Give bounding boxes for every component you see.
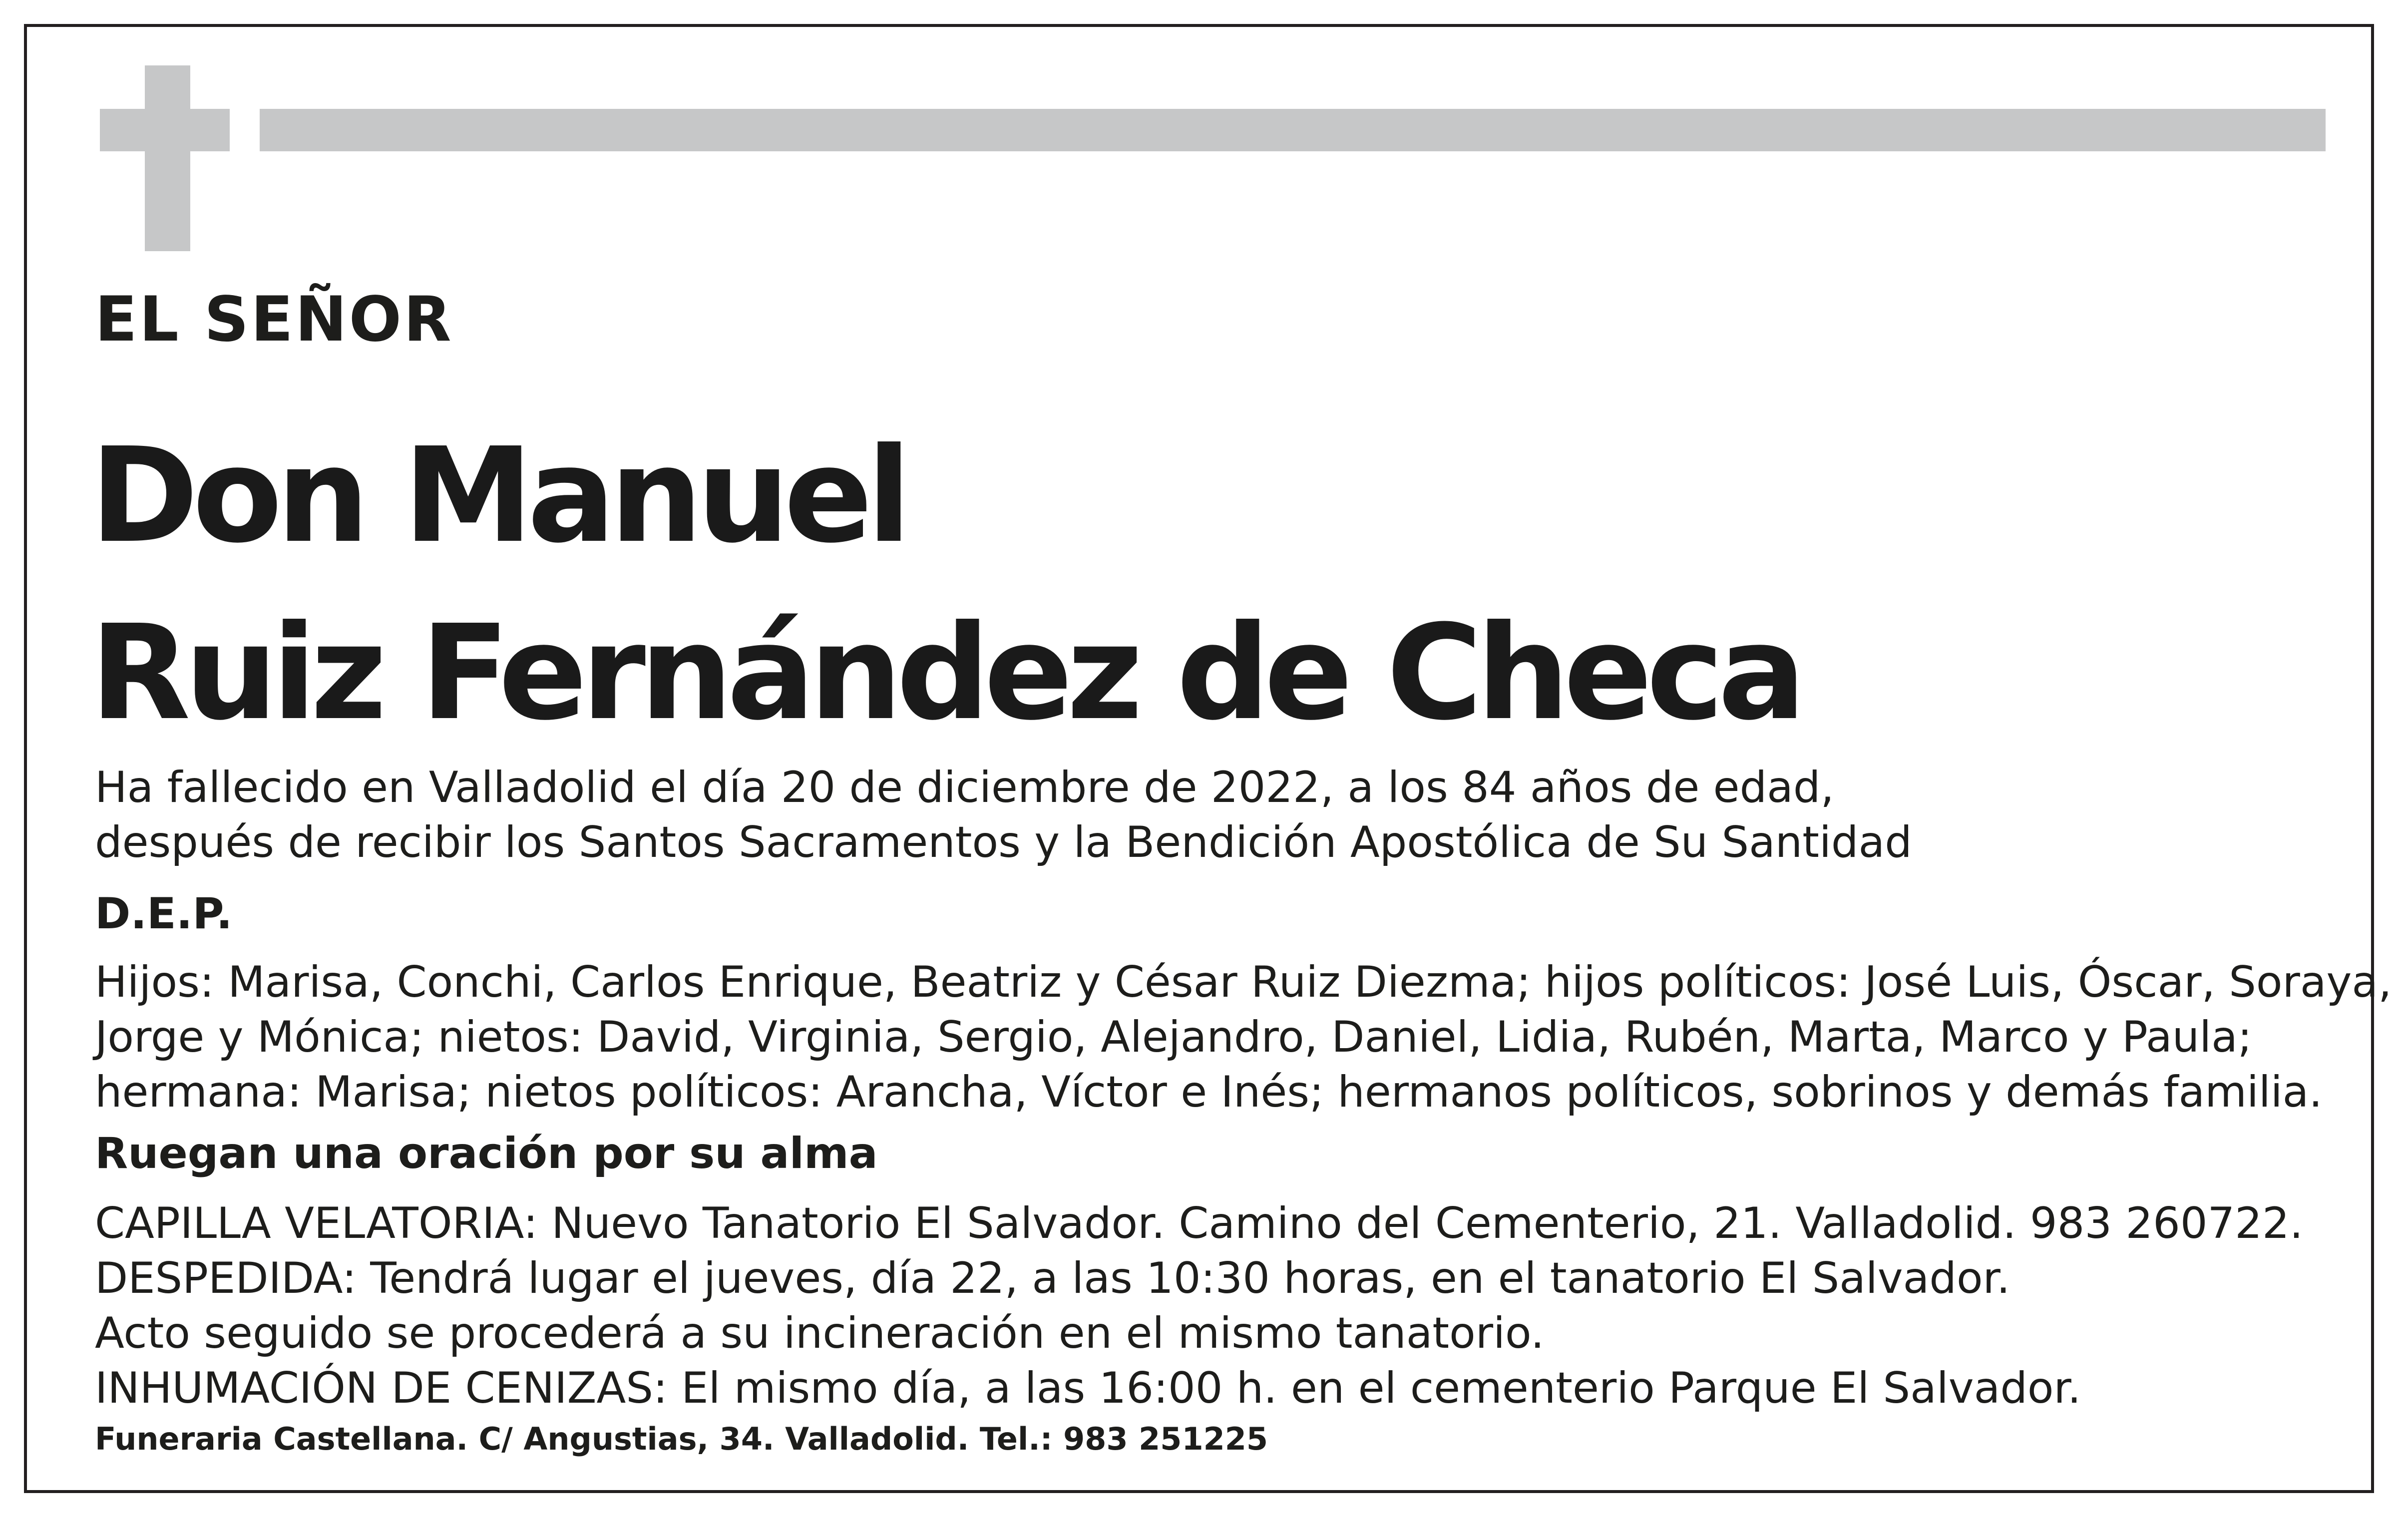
family-line: Hijos: Marisa, Conchi, Carlos Enrique, Beatriz y César Ruiz Diezma; hijos políticos: José Luis, Óscar, Soraya, — [95, 957, 2392, 1007]
family-list — [95, 955, 2392, 1120]
intro-line: Ha fallecido en Valladolid el día 20 de diciembre de 2022, a los 84 años de edad, — [95, 763, 1834, 812]
name-line-1: Don Manuel — [90, 419, 906, 572]
rip-text: D.E.P. — [95, 889, 233, 939]
funeral-home-footer: Funeraria Castellana. C/ Angustias, 34. Valladolid. Tel.: 983 251225 — [95, 1421, 1268, 1457]
details-line: CAPILLA VELATORIA: Nuevo Tanatorio El Salvador. Camino del Cementerio, 21. Valladolid. 983 260722. — [95, 1198, 2304, 1248]
name-line-2: Ruiz Fernández de Checa — [90, 597, 1800, 749]
family-line: Jorge y Mónica; nietos: David, Virginia, Sergio, Alejandro, Daniel, Lidia, Rubén, Marta, Marco y Paula; — [95, 1012, 2252, 1062]
death-announcement — [95, 760, 1912, 870]
deceased-name — [90, 407, 1800, 762]
cross-vertical-bar — [145, 65, 190, 251]
service-details — [95, 1196, 2303, 1416]
details-line: Acto seguido se procederá a su incineración en el mismo tanatorio. — [95, 1308, 1545, 1358]
cross-horizontal-bar — [100, 109, 230, 151]
header-rule — [260, 109, 2326, 151]
details-line: INHUMACIÓN DE CENIZAS: El mismo día, a las 16:00 h. en el cementerio Parque El Salvador. — [95, 1363, 2081, 1413]
notice-heading: EL SEÑOR — [95, 284, 453, 356]
intro-line: después de recibir los Santos Sacramentos y la Bendición Apostólica de Su Santidad — [95, 817, 1912, 867]
details-line: DESPEDIDA: Tendrá lugar el jueves, día 22, a las 10:30 horas, en el tanatorio El Salvador. — [95, 1253, 2010, 1303]
prayer-request: Ruegan una oración por su alma — [95, 1129, 878, 1178]
family-line: hermana: Marisa; nietos políticos: Arancha, Víctor e Inés; hermanos políticos, sobrinos y demás familia. — [95, 1067, 2323, 1117]
